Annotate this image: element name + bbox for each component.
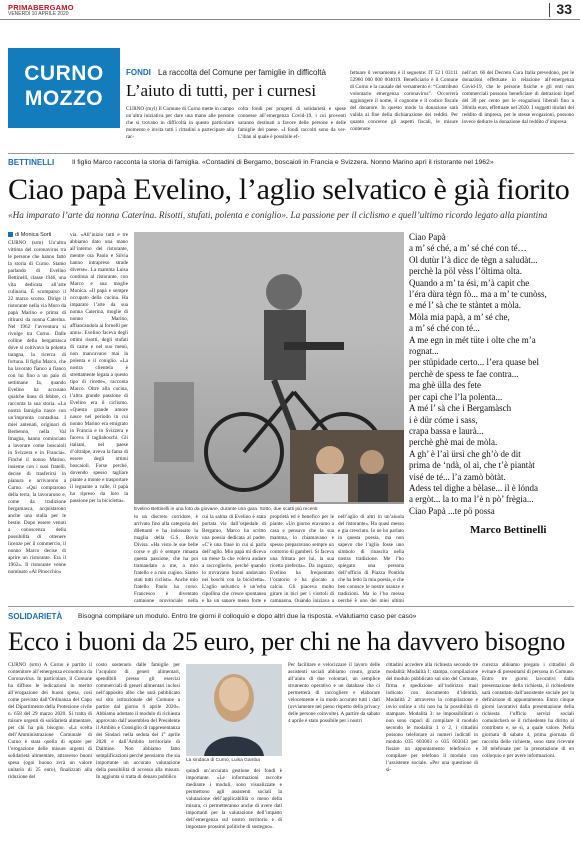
page-number: 33 (556, 1, 572, 17)
fondi-column-1: CURNO (myl) Il Comune di Curno mette in campo un’altra iniziativa per dare una mano alle persone che si trovano in difficoltà in questo particolare momento e invita tutti i cittadini a partecipare alla rac- (126, 106, 234, 140)
poem-line: crapa bassa e laurà... (409, 425, 484, 436)
mayor-portrait-graphic (186, 664, 282, 756)
article1-photo-inset (290, 430, 404, 502)
section-divider (8, 153, 574, 154)
portrait-photo-graphic (290, 430, 404, 502)
article2-photo-caption: La sindaca di Curno, Luisa Gamba (186, 758, 260, 763)
article2-kicker-sub: Bisogna compilare un modulo. Entro tre giorni il colloquio e dopo altri due la risposta. «Valutiamo caso per caso» (78, 613, 417, 620)
article1-poem (409, 232, 575, 517)
article2-kicker: SOLIDARIETÀ (8, 612, 63, 621)
poem-line: ma ghè ülla des fete (409, 380, 481, 391)
article1-photo-caption: Evelino Bettinelli in una foto da giovane, durante una gara. Sotto, due scatti più recenti (134, 507, 318, 512)
article1-subheadline: «Ha imparato l’arte da nonna Caterina. Risotti, stufati, polenta e coniglio». La passione per il ciclismo e quell’ultimo ricordo legato alla piantina (8, 210, 548, 220)
poem-line: perchè la pöl vèss l’öltima olta. (409, 266, 522, 277)
poem-line: i è dür cóme i sass, (409, 414, 478, 425)
article1-headline: Ciao papà Evelino, l’aglio selvatico è già fiorito (8, 173, 570, 206)
article1-kicker: BETTINELLI (8, 158, 55, 167)
page-number-divider (549, 3, 550, 17)
poem-line: Adess tel dighe a bèlase... il è lónda (409, 482, 538, 493)
byline-text: di Monica Sorti (15, 232, 52, 238)
poem-line: Quando a m’ ta ési, m’à capit che (409, 277, 530, 288)
poem-line: l’éra dùra tègn fò... ma a m’ te cunòss, (409, 289, 547, 300)
page-header (0, 0, 580, 20)
article1-column-6: nell’aglio di altri in un’aiuola del ristorante». Ha quasi messo e gia cresciuto. Io ne ho parlato in questa poesia, ma non sapevo che l’aglio fosse uno simbolo di rinascita nella nostra tradizione. Me l’ho spiegato una persona dell’ufficio di Piazza Pontida che ha letto la mia poesia, e che ben conosce le nostre usanze e tradizioni. Ma io l’ho messa perché è uno dei miei ultimi (338, 514, 404, 602)
article2-column-1: CURNO (srm) A Curno è partito il contenitore all’emergenza economica da Coronavirus. In particolare, il Comune ha diffuso le indicazioni in merito all’erogazione dei buoni spesa, così come previsto dall’Ordinanza del Capo del Dipartimento della Protezione civile n. 658 del 29 marzo 2020. Si tratta di misure urgenti di solidarietà alimentare, per chi ha più bisogno. «La scelta dell’Amministrazione Comunale di Curno è stata quella di optare per l’erogazione delle misure urgenti di solidarietà alimentare, attraverso buoni spesa (ogni buono avrà un valore unitario di 25 euro), finalizzati alla riduzione del (8, 662, 92, 780)
article2-column-2: costo sostenuto dalle famiglie per l’acquisto di generi alimentari, spendibili presso gli esercizi commerciali di generi alimentari inclusi nell’apposito albo che sarà pubblicato sul sito istituzionale del Comune a partire dal giorno 6 aprile 2020». Abbiamo adottato il modulo di richiesta approvato dall’assemblea del Presidente il Ambito e Consiglio di rappresentanza dei Sindaci nella seduta del 1° aprile 2020 e dall’Ambito territoriale di Dalmine. Non abbiamo fatto semplificazioni perché pensiamo che sia importante un accurato valutazione della possibilità di accesso alla misura. In aggiunta si tratta di denaro pubblico (96, 662, 180, 780)
poem-line: perchè de spess te fae contra... (409, 368, 519, 379)
poem-line: perchè ghè mai de mòla. (409, 437, 498, 448)
poem-line: per capì che l’la polenta... (409, 391, 503, 402)
fondi-kicker: FONDI (126, 68, 151, 77)
fondi-headline: L’aiuto di tutti, per i curnesi (126, 81, 317, 100)
fondi-column-4: nell’art. 66 del Decreto Cura Italia prevedono, per le donazioni effettuate in relazione all’emergenza Covid-19, che le persone fisiche e gli enti non commerciali possono beneficiare di detrazioni Irpef del 30 per cento per le erogazioni liberali fino a 30mila euro, effettuate nel 2020. I soggetti titolari del reddito di impresa, per le stesse erogazioni, possono invece dedurre la donazione dal reddito d’impresa. (462, 70, 574, 125)
article1-kicker-sub: Il figlio Marco racconta la storia di famiglia. «Contadini di Bergamo, boscaioli in Francia e Svizzera. Nonno Marino aprì il ristorante nel 1962» (72, 159, 494, 166)
poem-line: per stüpidade certo... l’era quase bel (409, 357, 539, 368)
section-line-2: MOZZO (24, 87, 104, 110)
article1-column-4: cui la salma di Evelino è stata portata via dall’ospedale di Bergamo, Marco ha scritto una poesia dedicata al padre. «C’è una frase in cui si parla dell’aglio. Mio papà mi diceva un mese fa che voleva andare a raccoglierlo, perché quando lo trovavano buoni andavano nei boschi con la bicicletta». L’aglio selvatico è un’erba cipollina che cresce spontanea e ha un sapore meno forte e (202, 514, 266, 602)
article1-column-1: CURNO (srm) Un’altra vittima del coronavirus tra le persone che hanno fatto la storia di Curno. Stamo parlando di Evelino Bettinelli, classe 1946, una vita dedicata all’arte culinaria. È scomparso il 22 marzo scorso. Dirige il ristorante nella via Moro da papà Marino e prima di ritirarsi da nonna Caterina. Nel 1962 l’avventura si rivolge tra Curno. Dalle colline della bergamasca dove si coltivava la polenta taragna, la ricerca di fortuna. Il figlio Marco, che ha lavorato fianco a fianco con lui fino a un paio di settimane fa, quando Evelino ha accusato qualche linea di febbre, ci racconta la sua storia. «La nostra famiglia nasce con un’impronta contadina. I miei antenati, originari di Berbenno, nella Val Imagna, hanno cominciato a lavorare come boscaioli in Svizzera e in Francia». Finché il nonno Marino, insieme con i suoi fratelli, decise di trasferirsi in pianura e arrivarono a Curno. «Qui comprarono della terra, la lavorarono e, come da tradizione bergamasca, acquistarono anche una stalla per le bestie. Dopo essere venuti a conoscenza della possibilità di ottenere licenze per il commercio, il nonno Marco decise di aprire un ristorante. Era il 1962». Il ristorante venne nominato «Al Pinocchio» (8, 240, 66, 575)
poem-line: a ergòt... la to ma l’è n pò’ frègia... (409, 494, 534, 505)
article2-column-6: curezza abbiamo pregato i cittadini di evitare di presentarsi di persona in Comune. Entro tre giorni lavorativi dalla presentazione della richiesta, il richiedente sarà contattato dall’assistente sociale per la definizione di appuntamento. Entro cinque giorni lavorativi dalla presentazione della richiesta l’ufficio servizi sociali comunicherà se il richiedente ha diritto al contributo e, se sì, a quale valore. Nella giornata di sabato 4, prima giornata di raccolta delle richieste, sono state ricevute 30 telefonate per la prenotazione di un colloquio o per avere informazioni. (482, 662, 574, 759)
article1-byline (8, 232, 51, 238)
poem-line: A gh’ è l’aì ürsì che gh’ò de dit (409, 448, 521, 459)
article1-column-3: to un discreto corridore, è arrivato fino alla categoria dei dilettanti e ha indossato la maglia della G.S. Bovis Divisa. «Ha visto le sue belle corse e gli è sempre rimasta questa passione, che ha poi tramandato a me, a mio fratello e a mio cugino. Siamo stati tutti ciclisti». Anche mio fratello Paolo ha corso. Francesco è diventato campione provinciale nella (134, 514, 198, 602)
poem-line: e mé l’ sà che te stàntet a mòla. (409, 300, 522, 311)
fondi-column-3: fettuare il versamento è il seguente: IT 52 I 03111 52960 000 000 004019. Beneficiario è il Comune di Curno e la causale del versamento è: “Contributo volontario emergenza coronavirus”. Occorrerà aggiungere il nome, il cognome e il codice fiscale del donatore. In questo modo la donazione sarà valida ai fine della dichiarazione dei redditi. Per quanto concerne gli aspetti fiscali, le misure contenute (350, 70, 458, 132)
poem-line: Ol dutùr l’à dicc de tègn a saludàt... (409, 254, 538, 265)
poem-line: rognat... (409, 346, 439, 357)
article2-column-5: cittadini accedere alla richiesta secondo tre modalità: Modalità 1: stampa, compilazione del modulo pubblicato sul sito del Comune, firma e spedizione all’indirizzo mail indicato con documento d’identità. Modalità 2: attraverso la compilazione e invio online a chi non ha la possibilità di stampare. Modalità 3: se impossibilitati o non sono capaci di compilare il modulo secondo le modalità 1 o 2, i cittadini possono telefonare ai numeri indicati in modulo 035 603003 o 035 603043 per fissare un appuntamento telefonico e compilare per telefono il modulo con l’assistente sociale. «Per una questione di si- (386, 662, 478, 773)
article1-column-2: via. «All’inizio tutti e tre abbiamo dato una mano all’interno del ristorante, mentre ora Paolo e Silvia hanno intrapreso strade diverse». La mamma Luisa continua al ristorante, con Marco e sua moglie Monica. «Il papà e sempre occupato della cucina. Ha imparato l’arte da sua nonna Caterina, moglie di nonno Marino, affiancandola ai fornelli per anni». Evelino faceva degli ottimi risotti, degli stufati di carne e nel suo menù, non mancavano mai la polenta e il coniglio. «La nostra clientela è strettamente legata a questo tipo di ricette», racconta Marco. Oltre alla cucina, l’altra grande passione di Evelino era il ciclismo. «Questo grande amore nasce nel periodo in cui nonno Marino era emigrato in Francia e in Svizzera e faceva il tagliaboschi. Gli italiani, nel paese d’oltralpe, aveva la fama di essere degli ottimi boscaioli. Forse perché, dovendo spesso tagliare piante a monte e trasportare il legname a valle, il papà ha ripreso da loro la passione per la bicicletta». (70, 232, 128, 504)
poem-line: A mé l’ sà che i Bergamàsch (409, 403, 512, 414)
byline-square-icon (8, 232, 13, 237)
article2-column-4: Per facilitare e velocizzare il lavoro delle assistenti sociali abbiamo creato, grazie all’aiuto di due volontari, un semplice strumento operativo e un database che ci permetterà di raccogliere e elaborare velocemente e in modo accurato tutti i dati (ovviamente nel pieno rispetto della privacy delle persone coinvolte). A partire da sabato 4 aprile è stato possibile per i nostri (288, 662, 380, 724)
fondi-column-2: colta fondi per progetti di solidarietà e spese connesse all’emergenza Covid-19, i cui proventi saranno destinati a favore delle persone e delle famiglie del paese. «I fondi raccolti sono da ver- L’iban al quale è possibile ef- (238, 106, 346, 140)
poem-line: prima de ‘ndà, ol aì, che t’è piantàt (409, 460, 535, 471)
article2-headline: Ecco i buoni da 25 euro, per chi ne ha davvero bisogno (8, 627, 566, 656)
poem-line: Mòla mia papà, a m’ sé che, (409, 311, 510, 322)
issue-date: VENERDÌ 10 APRILE 2020 (8, 11, 69, 17)
newspaper-name: PRIMABERGAMO (8, 3, 74, 12)
fondi-kicker-sub: La raccolta del Comune per famiglie in difficoltà (158, 68, 326, 77)
article1-column-7 (409, 540, 575, 602)
section-label (8, 48, 120, 128)
article1-column-5: proprietà ed è benefico per le piante. «Un giorno eravamo a casa e pensavo che la sua mamma, lo chiamavano e spesso preparavano sempre un contorno di gamberi. Si faceva una frittata per lui, la sua ricetta preferita». Da ragazzo, Evelino ha frequentato l’oratorio e ha giocato a calcio. Gli piaceva molto girare in bici per i viottoli di campagna. Quando iniziava a (270, 514, 334, 602)
poem-line: Ciao Papà (409, 232, 446, 242)
poem-line: Ciao Papà ...te pö possa (409, 505, 495, 516)
poem-line: a m’ sé ché, a m’ sé ché con té… (409, 243, 527, 254)
section-line-1: CURNO (24, 62, 104, 85)
poem-line: A me egn in mét tüte i olte che m’a (409, 334, 536, 345)
poem-author: Marco Bettinelli (470, 524, 547, 536)
section-divider (8, 606, 574, 607)
article2-column-3: quindi un’accurata gestione dei fondi è importante. «Le informazioni raccolte mediante i moduli, sono visualizzate e permettono agli assistenti sociali la valutazione dell’applicabilità o meno della misura, ci permetteranno anche di avere dati importanti per la valutazione dell’impatto dell’emergenza sul nostro territorio e di impostare prossimi politiche di sostegno». (186, 768, 282, 830)
poem-line: a m’ sé ché con té... (409, 323, 480, 334)
article2-photo (186, 664, 282, 756)
poem-line: visé de té... l’a zamò bòtàt. (409, 471, 506, 482)
